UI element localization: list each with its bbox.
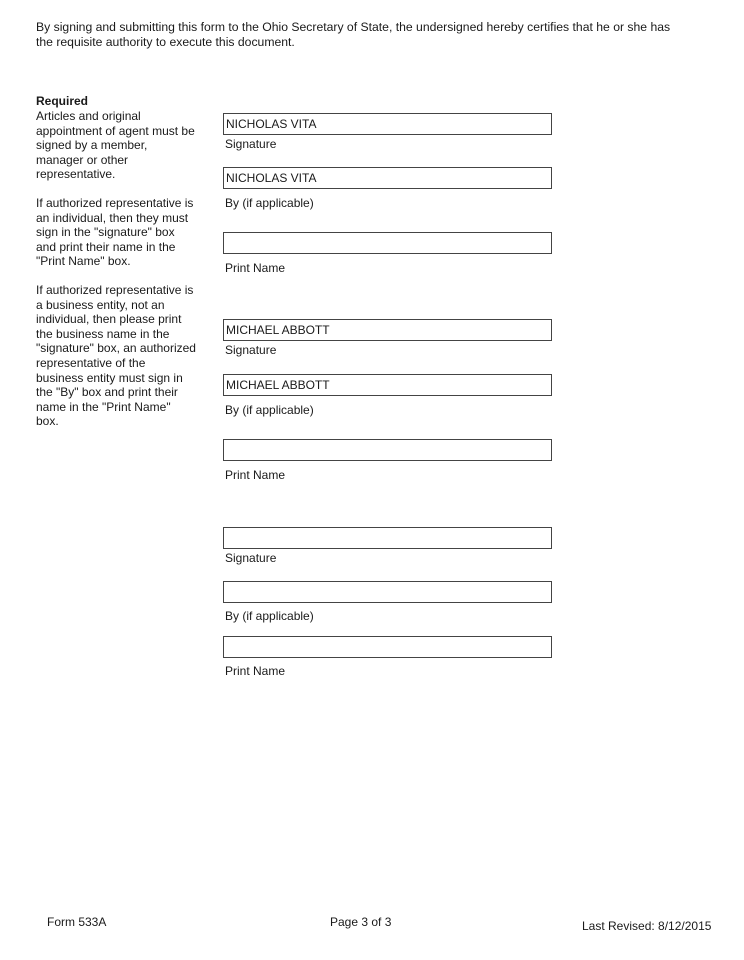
signer-2-signature-label: Signature xyxy=(225,343,277,357)
certification-statement: By signing and submitting this form to the Ohio Secretary of State, the undersigned hereby certifies that he or she has the requisite authority to execute this document. xyxy=(36,20,671,49)
required-instructions-3: If authorized representative is a business entity, not an individual, then please print the business name in the "signature" box, an authorized representative of the business entity must sign in the "By" box and print their name in the "Print Name" box. xyxy=(36,283,196,429)
signer-3-by-label: By (if applicable) xyxy=(225,609,314,623)
signer-2-print-name-label: Print Name xyxy=(225,468,286,482)
signer-2-by-field[interactable]: MICHAEL ABBOTT xyxy=(223,374,552,396)
signer-3-by-field[interactable] xyxy=(223,581,552,603)
last-revised: Last Revised: 8/12/2015 xyxy=(582,919,712,933)
page-number: Page 3 of 3 xyxy=(330,915,392,929)
signer-2-signature-field[interactable]: MICHAEL ABBOTT xyxy=(223,319,552,341)
required-instructions-2: If authorized representative is an individual, then they must sign in the "signature" box and print their name in the "Print Name" box. xyxy=(36,196,194,269)
signer-3-signature-field[interactable] xyxy=(223,527,552,549)
required-heading: Required xyxy=(36,94,89,108)
signer-1-print-name-label: Print Name xyxy=(225,261,286,275)
signer-3-print-name-label: Print Name xyxy=(225,664,286,678)
signer-1-signature-label: Signature xyxy=(225,137,277,151)
form-number: Form 533A xyxy=(47,915,107,929)
signer-1-by-field[interactable]: NICHOLAS VITA xyxy=(223,167,552,189)
signer-3-signature-label: Signature xyxy=(225,551,277,565)
signer-1-signature-field[interactable]: NICHOLAS VITA xyxy=(223,113,552,135)
required-instructions-1: Articles and original appointment of agent must be signed by a member, manager or other representative. xyxy=(36,109,195,182)
signer-2-print-name-field[interactable] xyxy=(223,439,552,461)
signer-3-print-name-field[interactable] xyxy=(223,636,552,658)
signer-2-by-label: By (if applicable) xyxy=(225,403,314,417)
signer-1-by-label: By (if applicable) xyxy=(225,196,314,210)
signer-1-print-name-field[interactable] xyxy=(223,232,552,254)
